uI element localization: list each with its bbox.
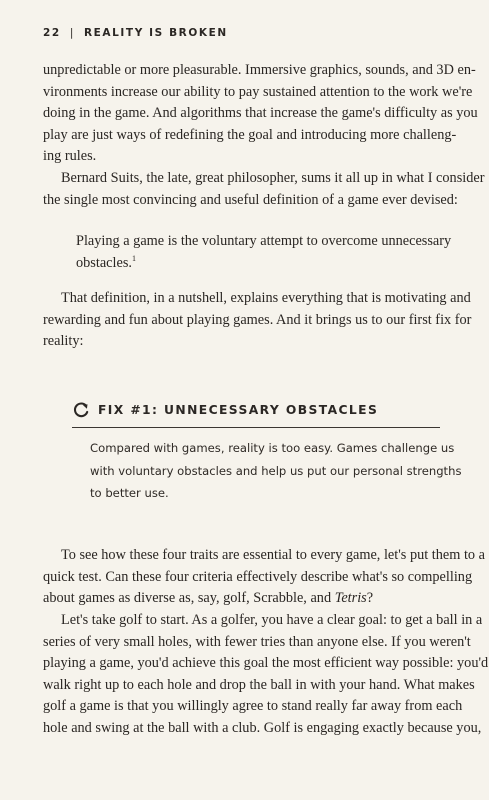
running-header [43,27,228,39]
block-quote [76,230,452,274]
page-number: 22 [43,27,61,39]
header-separator: | [69,27,75,39]
footnote-mark[interactable]: 1 [131,254,136,264]
text-line [43,588,451,610]
book-title: REALITY IS BROKEN [83,27,228,39]
text-line: doing in the game. And algorithms that increase the game's difficulty as you [43,105,478,122]
text-line: the single most convincing and useful definition of a game ever devised: [43,191,458,208]
fix-description [90,437,462,505]
text-line: vironments increase our ability to pay sustained attention to the work we're [43,83,473,100]
paragraph-4 [43,545,485,610]
text-line: series of very small holes, with fewer tries than anyone else. If you weren't [43,633,471,650]
text-line: That definition, in a nutshell, explains everything that is motivating and [61,290,471,306]
paragraph-2 [43,168,485,211]
text-line: to better use. [90,486,169,500]
fix-title: FIX #1: UNNECESSARY OBSTACLES [98,403,379,417]
circular-arrow-icon [72,401,90,419]
text-line: reality: [43,333,84,350]
paragraph-5 [43,610,489,740]
text-line: play are just ways of redefining the goal and introducing more challeng- [43,126,457,143]
quote-line: Playing a game is the voluntary attempt to overcome unnecessary [76,233,452,249]
quote-line [76,252,446,274]
divider [72,427,440,428]
text-line: golf a game is that you willingly agree to stand really far away from each [43,698,463,715]
text-line: quick test. Can these four criteria effectively describe what's so compelling [43,568,473,585]
text-line: ing rules. [43,148,97,165]
fix-callout [72,397,462,505]
quote-text: obstacles. [76,255,132,271]
text-line: unpredictable or more pleasurable. Immersive graphics, sounds, and 3D en- [43,62,476,78]
paragraph-3 [43,288,472,353]
paragraph-1 [43,60,478,168]
text-line: with voluntary obstacles and help us put our personal strengths [90,463,462,478]
game-title-italic: Tetris [334,590,367,607]
text-line: Bernard Suits, the late, great philosopher, sums it all up in what I consider [61,170,485,186]
fix-heading [72,397,440,423]
text-segment: about games as diverse as, say, golf, Scrabble, and [43,590,335,607]
text-line: Let's take golf to start. As a golfer, you have a clear goal: to get a ball in a [61,612,483,628]
text-line: rewarding and fun about playing games. And it brings us to our first fix for [43,311,472,328]
text-line: playing a game, you'd achieve this goal the most efficient way possible: you'd [43,655,489,672]
text-line: walk right up to each hole and drop the ball in with your hand. What makes [43,676,475,693]
text-line: Compared with games, reality is too easy. Games challenge us [90,441,455,455]
text-line: hole and swing at the ball with a club. Golf is engaging exactly because you, [43,719,482,736]
text-line: To see how these four traits are essential to every game, let's put them to a [61,547,485,563]
text-segment: ? [366,590,374,607]
